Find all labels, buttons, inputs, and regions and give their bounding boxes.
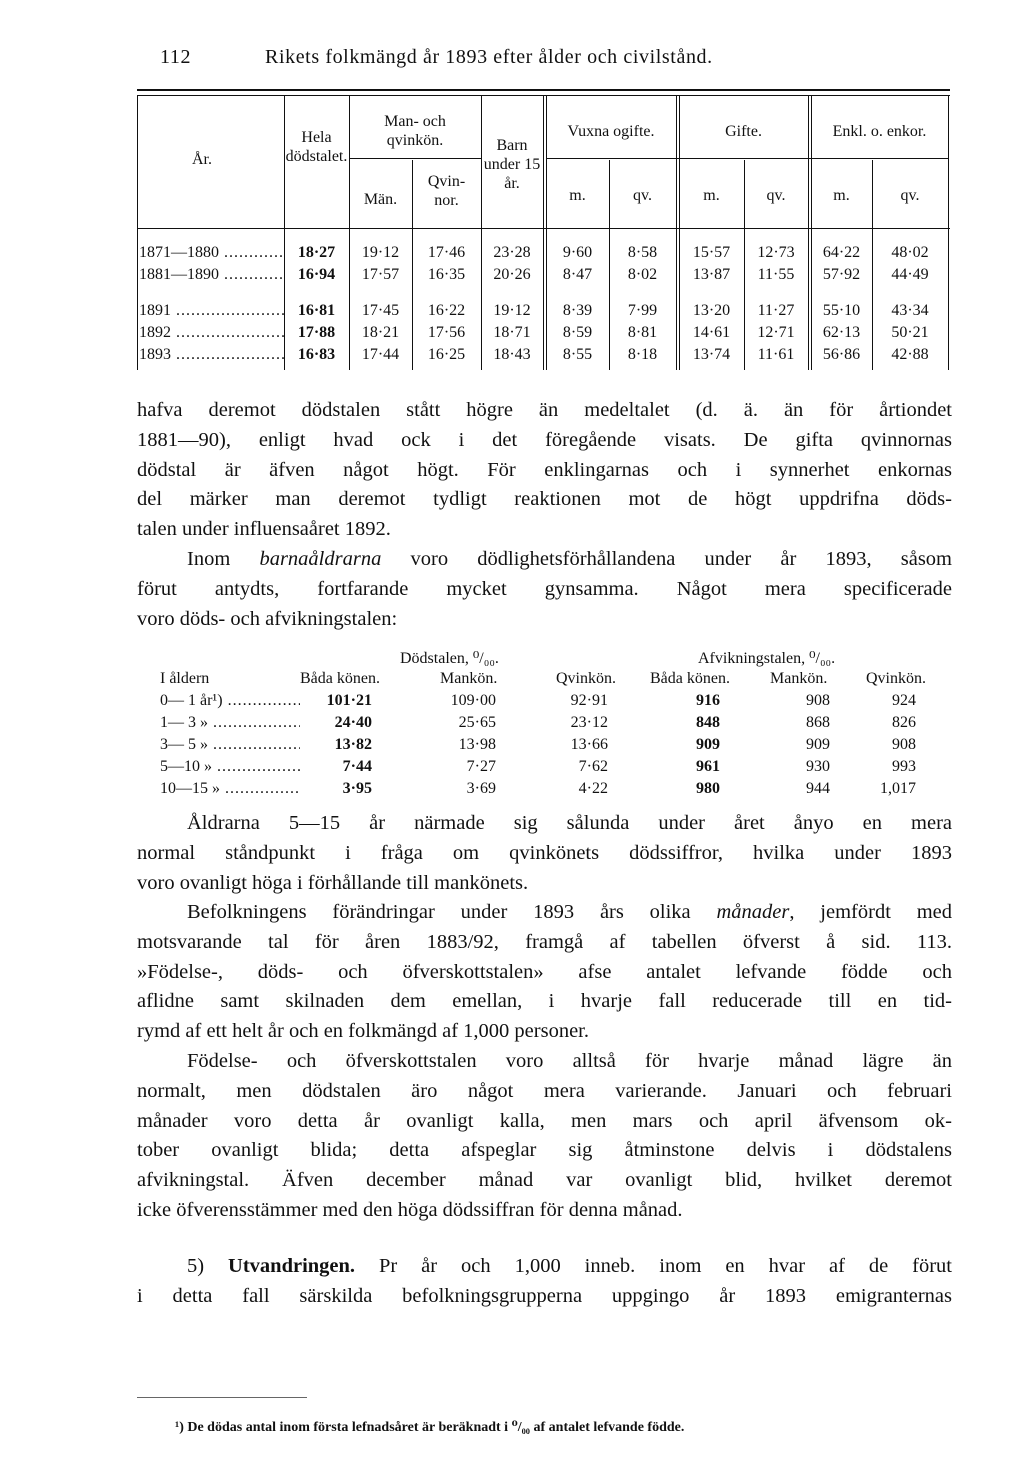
cell-enkl-m: 56·86 <box>822 346 861 363</box>
cell-gifte-m: 13·20 <box>692 302 731 319</box>
cell-gifte-m: 13·74 <box>692 346 731 363</box>
cell-afv-qv: 826 <box>892 714 916 731</box>
table-row <box>0 244 1024 265</box>
subheader-rule-2 <box>546 158 948 159</box>
col-header-mankon-2: Mankön. <box>770 670 828 687</box>
body-paragraph-5 <box>137 1047 952 1226</box>
col-header-m1: m. <box>569 187 586 204</box>
text-line: del märker man deremot tydligt reaktionen mot de högt uppdrifna döds- <box>137 488 952 511</box>
cell-enkl-qv: 48·02 <box>891 244 929 261</box>
col-header-qvinkon-2: Qvinkön. <box>866 670 926 687</box>
cell-hela: 18·27 <box>297 244 336 261</box>
col-group-dodstalen: Dödstalen, ⁰/₀₀. <box>400 650 499 667</box>
running-title: Rikets folkmängd år 1893 efter ålder och civilstånd. <box>265 46 713 68</box>
cell-enkl-qv: 42·88 <box>891 346 929 363</box>
cell-qvinnor: 17·56 <box>427 324 466 341</box>
col-group-afvikningstalen: Afvikningstalen, ⁰/₀₀. <box>698 650 836 667</box>
col-header-hela: Hela dödstalet. <box>285 129 348 165</box>
cell-dod-qv: 7·62 <box>578 758 608 775</box>
text-line: förut antydts, fortfarande mycket gynsamma. Något mera specificerade <box>137 577 952 600</box>
cell-vuxna-m: 9·60 <box>562 244 593 261</box>
cell-enkl-qv: 44·49 <box>891 266 929 283</box>
cell-enkl-qv: 43·34 <box>891 302 929 319</box>
cell-enkl-m: 62·13 <box>822 324 861 341</box>
cell-man: 17·57 <box>361 266 400 283</box>
section-heading: Utvandringen. <box>228 1255 356 1277</box>
cell-gifte-qv: 12·71 <box>757 324 795 341</box>
body-paragraph-3 <box>137 809 952 898</box>
col-header-m2: m. <box>703 187 720 204</box>
col-header-man: Män. <box>363 191 398 208</box>
section-utvandringen <box>137 1252 952 1312</box>
table-row <box>0 346 1024 367</box>
text-line: icke öfverensstämmer med den höga dödssiffran för denna månad. <box>137 1198 683 1221</box>
cell-enkl-m: 57·92 <box>822 266 861 283</box>
cell-hela: 17·88 <box>297 324 336 341</box>
row-year: 1891 ..... <box>139 302 284 320</box>
text-line: motsvarande tal för åren 1883/92, framgå af tabellen öfverst å sid. 113. <box>137 930 952 953</box>
row-age: 0— 1 år¹) ..... <box>160 692 300 710</box>
text-line: voro ovanligt höga i förhållande till mankönets. <box>137 871 529 894</box>
col-header-m3: m. <box>833 187 850 204</box>
cell-man: 19·12 <box>361 244 400 261</box>
col-header-vuxna-ogifte: Vuxna ogifte. <box>567 123 655 140</box>
row-year: 1892 ..... <box>139 324 284 342</box>
cell-gifte-qv: 12·73 <box>757 244 795 261</box>
col-header-qv2: qv. <box>766 187 786 204</box>
cell-vuxna-m: 8·59 <box>562 324 593 341</box>
cell-afv-qv: 924 <box>892 692 916 709</box>
cell-afv-bada: 909 <box>696 736 720 753</box>
col-header-bada-1: Båda könen. <box>300 670 380 687</box>
cell-afv-man: 909 <box>806 736 830 753</box>
cell-gifte-m: 15·57 <box>692 244 731 261</box>
col-header-mankon-1: Mankön. <box>440 670 498 687</box>
cell-vuxna-qv: 7·99 <box>627 302 658 319</box>
cell-dod-qv: 4·22 <box>578 780 608 797</box>
table-row <box>0 266 1024 287</box>
col-header-qvinkon-1: Qvinkön. <box>556 670 616 687</box>
cell-enkl-m: 64·22 <box>822 244 861 261</box>
subheader-rule-1 <box>349 158 481 159</box>
cell-afv-qv: 1,017 <box>880 780 916 797</box>
cell-dod-qv: 13·66 <box>570 736 608 753</box>
cell-dod-bada: 13·82 <box>334 736 372 753</box>
cell-hela: 16·94 <box>297 266 336 283</box>
cell-enkl-qv: 50·21 <box>891 324 929 341</box>
cell-man: 18·21 <box>361 324 400 341</box>
table-row <box>0 302 1024 323</box>
cell-dod-man: 25·65 <box>458 714 496 731</box>
text-line: tober ovanligt blida; detta afspeglar sig åtminstone delvis i dödstalens <box>137 1139 952 1162</box>
cell-qvinnor: 17·46 <box>427 244 466 261</box>
cell-gifte-m: 13·87 <box>692 266 731 283</box>
cell-gifte-m: 14·61 <box>692 324 731 341</box>
page-number: 112 <box>160 46 192 68</box>
cell-afv-bada: 916 <box>696 692 720 709</box>
cell-enkl-m: 55·10 <box>822 302 861 319</box>
cell-barn: 19·12 <box>493 302 531 319</box>
cell-afv-qv: 908 <box>892 736 916 753</box>
cell-dod-bada: 3·95 <box>342 780 372 797</box>
cell-afv-bada: 848 <box>696 714 720 731</box>
footnote: ¹) De dödas antal inom första lefnadsåret är beräknadt i ⁰/₀₀ af antalet lefvande födde. <box>175 1420 685 1435</box>
cell-dod-man: 3·69 <box>466 780 496 797</box>
row-age: 10—15 » ..... <box>160 780 300 798</box>
cell-afv-bada: 980 <box>696 780 720 797</box>
col-header-alder: I åldern <box>160 670 210 687</box>
cell-vuxna-qv: 8·18 <box>627 346 658 363</box>
body-paragraph-4 <box>137 898 952 1047</box>
footnote-rule <box>137 1397 307 1398</box>
cell-afv-qv: 993 <box>892 758 916 775</box>
cell-gifte-qv: 11·61 <box>757 346 795 363</box>
col-header-year: År. <box>192 151 212 168</box>
cell-vuxna-m: 8·47 <box>562 266 593 283</box>
text-line: dödstal är äfven något högt. För enklingarnas och i synnerhet enkornas <box>137 458 952 481</box>
text-line: afvikningstal. Äfven december månad var ovanligt blid, hvilket deremot <box>137 1169 952 1192</box>
cell-dod-bada: 24·40 <box>334 714 372 731</box>
cell-afv-man: 930 <box>806 758 830 775</box>
cell-afv-man: 908 <box>806 692 830 709</box>
text-line: rymd af ett helt år och en folkmängd af 1,000 personer. <box>137 1020 589 1043</box>
text-line: månader voro detta år ovanligt kalla, men mars och april äfvensom ok- <box>137 1109 952 1132</box>
text-line: 1881—90), enligt hvad ock i det föregående visats. De gifta qvinnornas <box>137 428 952 451</box>
cell-man: 17·45 <box>361 302 400 319</box>
text-line: 5) Utvandringen. Pr år och 1,000 inneb. inom en hvar af de förut <box>187 1255 953 1277</box>
col-header-bada-2: Båda könen. <box>650 670 730 687</box>
col-header-qv3: qv. <box>900 187 920 204</box>
cell-barn: 18·43 <box>493 346 531 363</box>
cell-dod-man: 13·98 <box>458 736 496 753</box>
cell-dod-man: 109·00 <box>450 692 496 709</box>
text-line: aflidne samt skilnaden dem emellan, i hvarje fall reducerade till en tid- <box>137 990 952 1013</box>
text-line: normal ståndpunkt i fråga om qvinkönets dödssiffror, hvilka under 1893 <box>137 841 952 864</box>
body-paragraph-1 <box>137 396 952 545</box>
cell-qvinnor: 16·25 <box>427 346 466 363</box>
cell-dod-bada: 101·21 <box>326 692 372 709</box>
cell-hela: 16·83 <box>297 346 336 363</box>
text-line: Inom barnaåldrarna voro dödlighetsförhållandena under år 1893, såsom <box>187 548 953 570</box>
col-header-gifte: Gifte. <box>725 123 762 140</box>
cell-gifte-qv: 11·27 <box>757 302 795 319</box>
text-line: Födelse- och öfverskottstalen voro alltså för hvarje månad lägre än <box>187 1050 952 1072</box>
cell-vuxna-qv: 8·02 <box>627 266 658 283</box>
col-header-qv1: qv. <box>633 187 652 204</box>
text-line: normalt, men dödstalen äro något mera varierande. Januari och februari <box>137 1079 952 1102</box>
cell-dod-bada: 7·44 <box>342 758 372 775</box>
text-line: Befolkningens förändringar under 1893 års olika månader, jemfördt med <box>187 901 952 923</box>
text-line: hafva deremot dödstalen stått högre än medeltalet (d. ä. än för årtiondet <box>137 399 952 421</box>
text-line: »Födelse-, döds- och öfverskottstalen» afse antalet lefvande födde och <box>137 960 952 983</box>
cell-barn: 20·26 <box>493 266 531 283</box>
row-age: 5—10 » ..... <box>160 758 300 776</box>
cell-qvinnor: 16·35 <box>427 266 466 283</box>
cell-vuxna-m: 8·55 <box>562 346 593 363</box>
cell-barn: 18·71 <box>493 324 531 341</box>
text-line: voro döds- och afvikningstalen: <box>137 607 398 630</box>
cell-man: 17·44 <box>361 346 400 363</box>
text-line: Åldrarna 5—15 år närmade sig sålunda under året ånyo en mera <box>187 812 952 834</box>
cell-gifte-qv: 11·55 <box>757 266 795 283</box>
body-paragraph-2 <box>137 545 952 634</box>
row-year: 1893 ..... <box>139 346 284 364</box>
table-row <box>0 324 1024 345</box>
cell-dod-qv: 92·91 <box>570 692 608 709</box>
cell-afv-man: 944 <box>806 780 830 797</box>
cell-vuxna-qv: 8·81 <box>627 324 658 341</box>
cell-vuxna-qv: 8·58 <box>627 244 658 261</box>
cell-hela: 16·81 <box>297 302 336 319</box>
cell-qvinnor: 16·22 <box>427 302 466 319</box>
cell-afv-man: 868 <box>806 714 830 731</box>
text-line: i detta fall särskilda befolkningsgrupperna uppgingo år 1893 emigranternas <box>137 1284 952 1307</box>
col-header-man-och-qvinkon: Man- och qvinkön. <box>384 113 446 149</box>
row-year: 1881—1890 ..... <box>139 266 284 284</box>
col-header-enkl: Enkl. o. enkor. <box>832 123 927 140</box>
cell-afv-bada: 961 <box>696 758 720 775</box>
row-year: 1871—1880 ..... <box>139 244 284 262</box>
table-top-rule <box>137 89 950 91</box>
col-header-barn: Barn under 15 år. <box>483 137 541 192</box>
cell-dod-man: 7·27 <box>466 758 496 775</box>
row-age: 3— 5 » ..... <box>160 736 300 754</box>
row-age: 1— 3 » ..... <box>160 714 300 732</box>
cell-barn: 23·28 <box>493 244 531 261</box>
col-header-qvinnor: Qvin-nor. <box>427 173 466 209</box>
cell-vuxna-m: 8·39 <box>562 302 593 319</box>
cell-dod-qv: 23·12 <box>570 714 608 731</box>
text-line: talen under influensaåret 1892. <box>137 518 391 541</box>
